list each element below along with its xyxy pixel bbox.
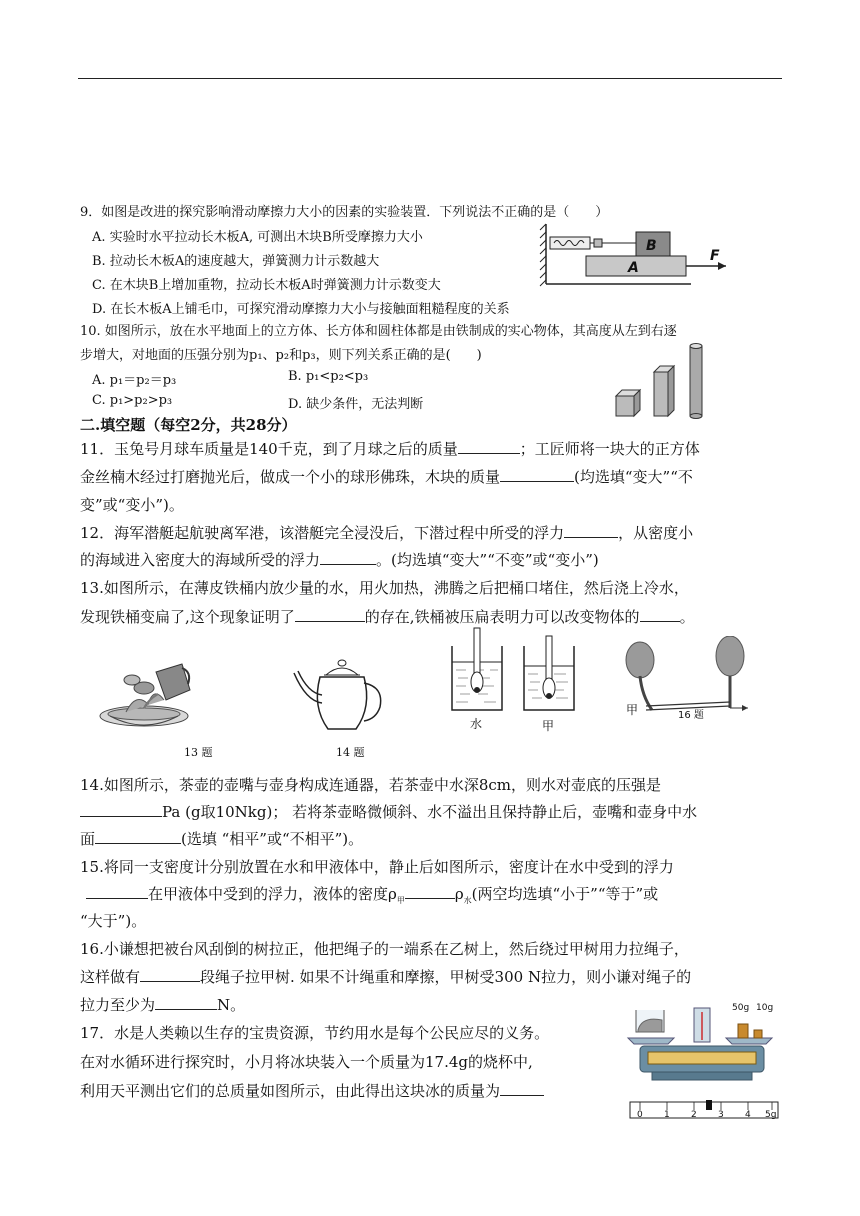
q15-text-c: (两空均选填“小于”“等于”或 <box>471 885 659 903</box>
q17-line2: 在对水循环进行探究时，小月将冰块装入一个质量为17.4g的烧杯中, <box>80 1053 533 1071</box>
q11-line2 <box>80 466 693 487</box>
q15-line1: 15.将同一支密度计分别放置在水和甲液体中，静止后如图所示，密度计在水中受到的浮力 <box>80 858 674 876</box>
q13-line1: 13.如图所示，在薄皮铁桶内放少量的水，用火加热，沸腾之后把桶口堵住，然后浇上冷水， <box>80 579 689 597</box>
caption-16: 16 题 <box>678 710 704 721</box>
q10-option-b: B. p₁<p₂<p₃ <box>288 369 369 384</box>
q13-line2 <box>80 606 695 627</box>
q16-text-c: 拉力至少为 <box>80 996 156 1014</box>
q12-line2 <box>80 549 599 570</box>
q17-balance-figure <box>622 990 782 1120</box>
q16-blank-2[interactable] <box>155 995 217 1010</box>
q15-sub-jia: 甲 <box>396 896 405 905</box>
q12-text-c: 的海域进入密度大的海域所受的浮力 <box>80 551 321 569</box>
q16-line2 <box>80 966 691 987</box>
q15-text-b: ρ <box>454 885 464 903</box>
block-b-label: B <box>646 238 657 254</box>
q11-text-c: 金丝楠木经过打磨抛光后，做成一个小的球形佛珠，木块的质量 <box>80 468 501 486</box>
q10-option-d: D. 缺少条件，无法判断 <box>288 397 424 412</box>
q13-blank-2[interactable] <box>640 607 680 622</box>
q12-blank-1[interactable] <box>564 523 618 538</box>
q13-blank-1[interactable] <box>295 607 365 622</box>
q10-solids-figure <box>612 342 712 420</box>
q15-line2 <box>86 883 658 906</box>
q12-text-a: 12．海军潜艇起航驶离军港，该潜艇完全浸没后，下潜过程中所受的浮力 <box>80 524 565 542</box>
q14-line2 <box>80 801 697 822</box>
q13-text-c: 。 <box>679 608 695 626</box>
weight-50g-label: 50g <box>732 1003 750 1013</box>
weight-10g-label: 10g <box>756 1003 774 1013</box>
q17-line1: 17．水是人类赖以生存的宝贵资源，节约用水是每个公民应尽的义务。 <box>80 1024 550 1042</box>
q9-option-a: A. 实验时水平拉动长木板A, 可测出木块B所受摩擦力大小 <box>92 230 423 245</box>
q11-line1 <box>80 438 700 459</box>
q11-line3: 变”或“变小”)。 <box>80 496 184 514</box>
q11-blank-2[interactable] <box>500 467 574 482</box>
q12-text-b: ，从密度小 <box>618 524 694 542</box>
q10-stem-line1: 10. 如图所示，放在水平地面上的立方体、长方体和圆柱体都是由铁制成的实心物体，其高度从左到右逐 <box>80 324 677 339</box>
q11-blank-1[interactable] <box>458 439 520 454</box>
scale-tick-2: 2 <box>691 1110 697 1120</box>
caption-14: 14 题 <box>336 746 365 759</box>
q9-option-c: C. 在木块B上增加重物，拉动长木板A时弹簧测力计示数变大 <box>92 278 441 293</box>
q12-line1 <box>80 522 693 543</box>
q13-text-a: 发现铁桶变扁了,这个现象证明了 <box>80 608 295 626</box>
q15-line3: “大于”)。 <box>80 912 147 930</box>
q11-text-b: ；工匠师将一块大的正方体 <box>519 440 700 458</box>
header-rule <box>78 78 782 79</box>
q10-option-c: C. p₁>p₂>p₃ <box>92 393 173 408</box>
q10-option-a: A. p₁＝p₂＝p₃ <box>92 373 177 388</box>
q14-line3 <box>80 828 363 849</box>
q15-blank-2[interactable] <box>405 884 455 899</box>
q16-text-a: 这样做有 <box>80 968 141 986</box>
hydrometer-water-label: 水 <box>470 717 483 731</box>
q11-text-d: (均选填“变大”“不 <box>574 468 693 486</box>
q10-stem-line2: 步增大，对地面的压强分别为p₁、p₂和p₃，则下列关系正确的是( ) <box>80 348 482 363</box>
q14-blank-2[interactable] <box>95 829 181 844</box>
scale-tick-5: 5g <box>765 1110 777 1120</box>
q15-text-a: 在甲液体中受到的浮力，液体的密度ρ <box>148 885 397 903</box>
q16-text-b: 段绳子拉甲树. 如果不计绳重和摩擦，甲树受300 N拉力，则小谦对绳子的 <box>200 968 692 986</box>
q9-option-b: B. 拉动长木板A的速度越大，弹簧测力计示数越大 <box>92 254 380 269</box>
q17-line3 <box>80 1080 544 1101</box>
q9-friction-figure <box>536 222 736 288</box>
q14-teapot-figure <box>292 655 392 735</box>
scale-tick-1: 1 <box>664 1110 670 1120</box>
scale-tick-0: 0 <box>637 1110 643 1120</box>
board-a-label: A <box>628 260 639 276</box>
q11-text-a: 11．玉兔号月球车质量是140千克，到了月球之后的质量 <box>80 440 458 458</box>
q15-blank-1[interactable] <box>86 884 148 899</box>
q15-sub-water: 水 <box>463 896 472 905</box>
hydrometer-jia-label: 甲 <box>542 719 555 733</box>
q16-trees-figure <box>622 636 762 732</box>
q16-text-d: N。 <box>217 996 246 1014</box>
scale-tick-3: 3 <box>718 1110 724 1120</box>
q13-text-b: 的存在,铁桶被压扁表明力可以改变物体的 <box>364 608 640 626</box>
q16-line3 <box>80 994 245 1015</box>
q12-blank-2[interactable] <box>320 550 376 565</box>
q14-line1: 14.如图所示，茶壶的壶嘴与壶身构成连通器，若茶壶中水深8cm，则水对壶底的压强是 <box>80 776 662 794</box>
q14-text-c: (选填 “相平”或“不相平”)。 <box>181 830 364 848</box>
q17-text-a: 利用天平测出它们的总质量如图所示，由此得出这块冰的质量为 <box>80 1082 501 1100</box>
q9-stem: 9．如图是改进的探究影响滑动摩擦力大小的因素的实验装置．下列说法不正确的是（ ） <box>80 205 609 220</box>
q12-text-d: 。(均选填“变大”“不变”或“变小”) <box>376 551 599 569</box>
q9-option-d: D. 在长木板A上铺毛巾，可探究滑动摩擦力大小与接触面粗糙程度的关系 <box>92 302 510 317</box>
q14-blank-1[interactable] <box>80 802 162 817</box>
force-f-label: F <box>710 248 720 264</box>
q16-blank-1[interactable] <box>140 967 200 982</box>
q14-text-a: Pa (g取10Nkg)； 若将茶壶略微倾斜、水不溢出且保持静止后，壶嘴和壶身中水 <box>162 803 698 821</box>
scale-tick-4: 4 <box>745 1110 751 1120</box>
q13-iron-bucket-figure <box>96 654 206 736</box>
q16-line1: 16.小谦想把被台风刮倒的树拉正，他把绳子的一端系在乙树上，然后绕过甲树用力拉绳子， <box>80 940 689 958</box>
caption-13: 13 题 <box>184 746 213 759</box>
tree-jia-label: 甲 <box>626 703 639 717</box>
q17-blank-1[interactable] <box>500 1081 544 1096</box>
q15-hydrometer-figure <box>444 626 584 734</box>
q14-text-b: 面 <box>80 830 96 848</box>
section-2-heading: 二.填空题（每空2分，共28分） <box>80 416 297 434</box>
